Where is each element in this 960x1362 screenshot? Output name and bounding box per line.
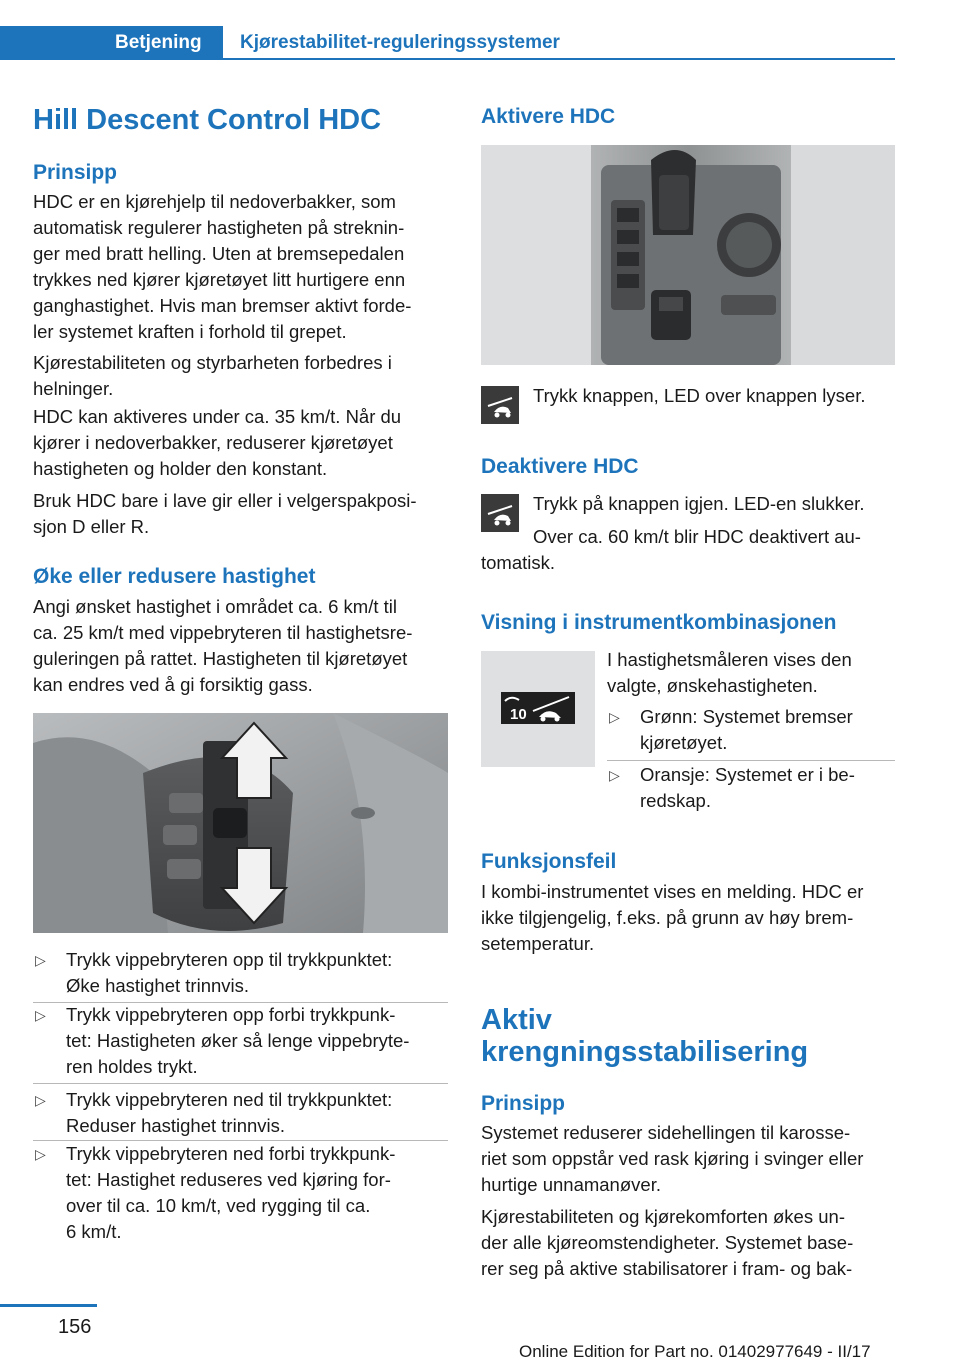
ars-title: Aktiv krengningsstabilisering — [481, 1004, 809, 1068]
list-item-decrease-hold: ▷ Trykk vippebryteren ned forbi trykkpunk- tet: Hastighet reduseres ved kjøring for- over til ca. 10 km/t, ved rygging til ca. 6 km/t. — [35, 1143, 396, 1242]
list-divider — [33, 1083, 448, 1084]
paragraph-gear: Bruk HDC bare i lave gir eller i velgerspakposi- sjon D eller R. — [33, 490, 417, 537]
activate-text: Trykk knappen, LED over knappen lyser. — [533, 385, 866, 406]
deactivate-heading: Deaktivere HDC — [481, 455, 639, 478]
deactivate-text-1: Trykk på knappen igjen. LED-en slukker. — [533, 493, 865, 514]
deactivate-text-2: Over ca. 60 km/t blir HDC deaktivert au- tomatisk. — [481, 526, 861, 573]
center-console-image — [481, 145, 895, 365]
section-tab: Betjening — [0, 26, 223, 60]
ars-principle-heading: Prinsipp — [481, 1092, 566, 1115]
paragraph-speed-range: Angi ønsket hastighet i området ca. 6 km/t til ca. 25 km/t med vippebryteren til hastighetsre- guleringen på rattet. Hastigheten til kjøretøyet kan endres ved å gi forsiktig gass. — [33, 596, 413, 695]
display-text: I hastighetsmåleren vises den valgte, ønskehastigheten. — [607, 649, 852, 696]
list-item-increase-hold: ▷ Trykk vippebryteren opp forbi trykkpunk- tet: Hastigheten øker så lenge vippebryte- ren holdes trykt. — [35, 1004, 410, 1077]
display-heading: Visning i instrumentkombinasjonen — [481, 611, 837, 634]
fault-heading: Funksjonsfeil — [481, 850, 617, 873]
steering-wheel-rocker-image — [33, 713, 448, 933]
edition-text: Online Edition for Part no. 01402977649 - II/17 — [519, 1342, 871, 1361]
paragraph-speed-limit: HDC kan aktiveres under ca. 35 km/t. Når du kjører i nedoverbakker, reduserer kjøretøyet hastigheten og holder den konstant. — [33, 406, 402, 479]
footer-rule — [0, 1304, 97, 1307]
principle-heading: Prinsipp — [33, 161, 118, 184]
page-number: 156 — [58, 1316, 92, 1338]
list-item-orange: ▷ Oransje: Systemet er i be- redskap. — [609, 764, 855, 811]
speed-heading: Øke eller redusere hastighet — [33, 565, 316, 588]
list-item-decrease-step: ▷ Trykk vippebryteren ned til trykkpunktet: Reduser hastighet trinnvis. — [35, 1089, 393, 1136]
list-item-increase-step: ▷ Trykk vippebryteren opp til trykkpunktet: Øke hastighet trinnvis. — [35, 949, 393, 996]
hdc-button-icon — [481, 386, 519, 424]
paragraph-stability: Kjørestabiliteten og styrbarheten forbedres i helninger. — [33, 352, 392, 399]
display-speed-value: 10 — [510, 706, 527, 723]
header-rule — [223, 58, 895, 60]
fault-text: I kombi-instrumentet vises en melding. HDC er ikke tilgjengelig, f.eks. på grunn av høy brem- setemperatur. — [481, 881, 864, 954]
list-item-green: ▷ Grønn: Systemet bremser kjøretøyet. — [609, 706, 853, 753]
page-header — [0, 26, 895, 62]
activate-heading: Aktivere HDC — [481, 105, 616, 128]
ars-paragraph-1: Systemet reduserer sidehellingen til karosse- riet som oppstår ved rask kjøring i svinger eller hurtige unnamanøver. — [481, 1122, 864, 1195]
list-divider — [607, 760, 895, 761]
subsection-tab: Kjørestabilitet-reguleringssystemer — [240, 32, 560, 53]
section-title: Hill Descent Control HDC — [33, 104, 382, 136]
paragraph-intro: HDC er en kjørehjelp til nedoverbakker, som automatisk regulerer hastigheten på streknin- ger med bratt helling. Uten at bremsepedalen trykkes ned kjører kjøretøyet litt hurtigere enn ganghastighet. Hvis man bremser aktivt forde- ler systemet kraften i forhold til grepet. — [33, 191, 412, 342]
instrument-hdc-symbol — [481, 651, 595, 767]
ars-paragraph-2: Kjørestabiliteten og kjørekomforten økes un- der alle kjøreomstendigheter. Systemet base- rer seg på aktive stabilisatorer i fram- og bak- — [481, 1206, 854, 1279]
